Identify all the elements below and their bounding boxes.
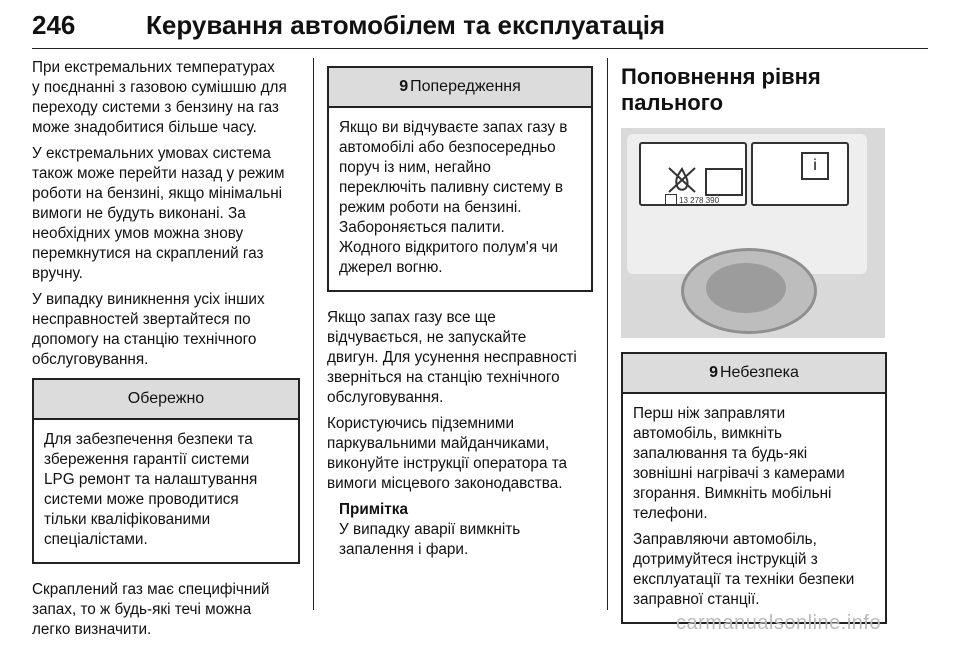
warning-icon: 9	[399, 78, 409, 95]
paragraph-gas-smell: Скраплений газ має специфічний запах, то ж будь-які течі можна легко визначити.	[32, 581, 270, 638]
watermark: carmanualsonline.info	[676, 612, 882, 634]
warning-box	[327, 66, 593, 292]
note	[327, 500, 593, 560]
label-code: 13 278 390	[679, 196, 720, 205]
paragraph-temperature: При екстремальних температурах у поєднанні з газовою сумішшю для переходу системи з бензину на газ може знадобитися більше часу.	[32, 59, 287, 136]
column-left	[32, 58, 300, 646]
caution-heading: Обережно	[34, 380, 298, 420]
warning-text: Якщо ви відчуваєте запах газу в автомобілі або безпосередньо поруч із ним, негайно переключіть паливну систему в режим роботи на бензині. Забороняється палити. Жодного відкритого полум'я чи джерел вогню.	[339, 119, 568, 276]
book-icon	[705, 168, 743, 196]
column-divider-2	[607, 58, 608, 610]
danger-icon: 9	[709, 364, 718, 381]
danger-text-2: Заправляючи автомобіль, дотримуйтеся інструкцій з експлуатації та техніки безпеки заправної станції.	[633, 531, 855, 608]
header-rule	[32, 48, 928, 49]
paragraph-underground-parking: Користуючись підземними паркувальними майданчиками, виконуйте інструкції оператора та вимоги місцевого законодавства.	[327, 415, 568, 492]
info-icon: i	[801, 152, 829, 180]
note-text: У випадку аварії вимкніть запалення і фари.	[339, 521, 521, 558]
note-heading: Примітка	[339, 501, 408, 518]
warning-heading: Попередження	[410, 78, 521, 95]
page-header	[32, 10, 928, 50]
paragraph-extreme-conditions: У екстремальних умовах система також може перейти назад у режим роботи на бензині, якщо мінімальні вимоги не будуть виконані. За необхідних умов можна знову перемкнутися на скраплений газ вручну.	[32, 145, 285, 282]
danger-heading-bar	[623, 354, 885, 394]
info-label-sticker	[751, 142, 849, 206]
danger-heading: Небезпека	[719, 364, 799, 381]
paragraph-other-faults: У випадку виникнення усіх інших несправностей звертайтеся по допомогу на станцію технічного обслуговування.	[32, 291, 265, 368]
caution-text: Для забезпечення безпеки та збереження гарантії системи LPG ремонт та налаштування системи може проводитися тільки кваліфікованими спеціалістами.	[44, 431, 258, 548]
small-symbol-icon	[665, 194, 677, 206]
column-right	[621, 58, 887, 640]
paragraph-still-smell: Якщо запах газу все ще відчувається, не запускайте двигун. Для усунення несправності зверніться на станцію технічного обслуговування.	[327, 309, 577, 406]
no-flame-icon	[667, 166, 697, 194]
fuel-filler-photo	[621, 128, 885, 338]
column-divider-1	[313, 58, 314, 610]
danger-text-1: Перш ніж заправляти автомобіль, вимкніть запалювання та будь-які зовнішні нагрівачі з камерами згорання. Вимкніть мобільні телефони.	[633, 405, 845, 522]
danger-box	[621, 352, 887, 624]
page-number: 246	[32, 10, 76, 40]
warning-heading-bar	[329, 68, 591, 108]
page-title: Керування автомобілем та експлуатація	[146, 10, 666, 40]
column-middle	[327, 58, 593, 566]
caution-box	[32, 378, 300, 564]
warning-label-sticker	[639, 142, 747, 206]
section-title: Поповнення рівня пального	[621, 64, 821, 115]
filler-neck	[706, 263, 786, 313]
